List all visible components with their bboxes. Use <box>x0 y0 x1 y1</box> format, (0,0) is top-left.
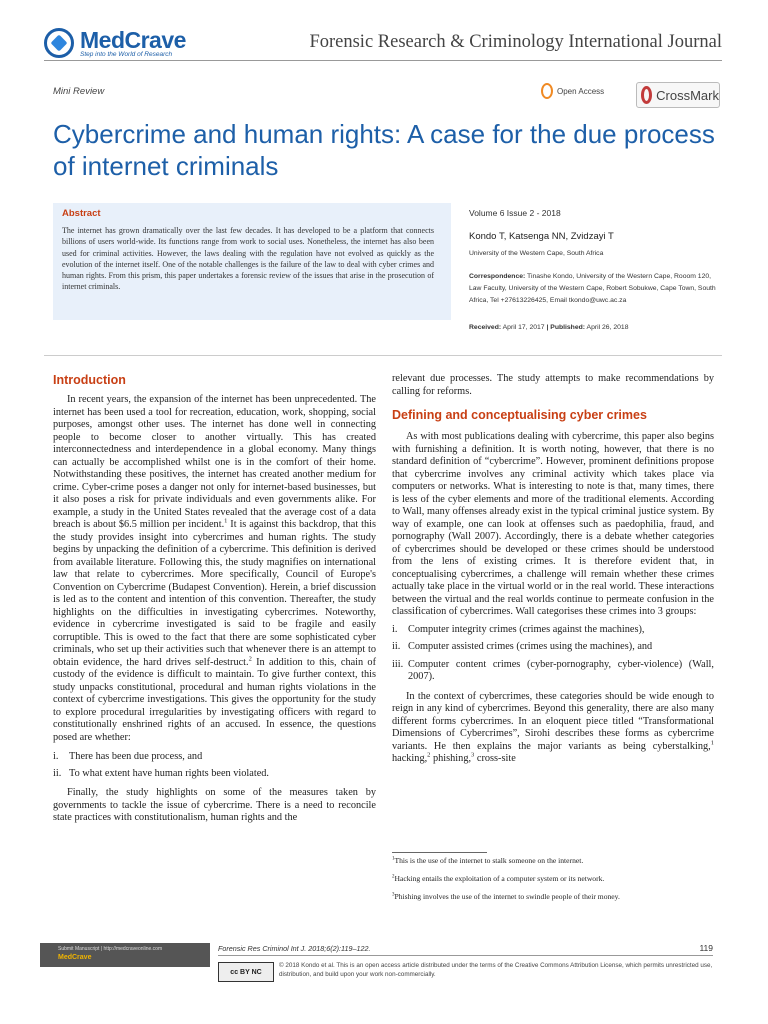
defining-body <box>392 431 714 766</box>
header-divider <box>44 60 722 61</box>
correspondence-label: Correspondence: <box>469 273 526 280</box>
footnote: $^3$Phishing involves the use of the internet to swindle people of their money. <box>392 892 620 901</box>
list-item: ii. To what extent have human rights been violated. <box>53 767 270 779</box>
publisher-logo[interactable] <box>44 28 186 58</box>
crossmark-icon <box>641 86 652 104</box>
volume-issue: Volume 6 Issue 2 - 2018 <box>469 208 561 218</box>
journal-title: Forensic Research & Criminology International Journal <box>309 32 722 52</box>
license-text: © 2018 Kondo et al. This is an open access article distributed under the terms of the Creative Commons Attribution License, which permits unrestricted use, distribution, and build upon your work non-commercially. <box>279 962 713 978</box>
abstract-text: The internet has grown dramatically over the last few decades. It has developed to be a platform that connects billions of users world-wide. Its functions range from work to social uses. Nonetheless, the internet has also been used for criminal activities. However, the laws dealing with the regulation have not evolved as quickly as the evolution of the internet itself. One of the notable challenges is the failure of the law to deal with cyber crimes and human rights. From this prism, this paper undertakes a forensic review of the issues that arise in the prosecution of internet criminals. <box>62 226 434 292</box>
open-access-label: Open Access <box>557 86 605 96</box>
correspondence <box>469 271 724 306</box>
logo-name: MedCrave <box>80 26 186 53</box>
footer-brand: MedCrave <box>58 954 92 961</box>
page-number: 119 <box>699 943 713 953</box>
list-item: iii. Computer content crimes (cyber-pornography, cyber-violence) (Wall, 2007). <box>392 658 714 682</box>
dates-separator: | <box>546 324 549 331</box>
list-item: i. There has been due process, and <box>53 751 203 762</box>
introduction-heading: Introduction <box>53 373 126 387</box>
published-date: April 26, 2018 <box>586 324 629 331</box>
authors: Kondo T, Katsenga NN, Zvidzayi T <box>469 231 614 242</box>
crossmark-label: CrossMark <box>656 87 719 103</box>
correspondence-text: Tinashe Kondo, University of the Western Cape, Rooom 120, Law Faculty, University of the Western Cape, Robert Sobukwe, Cape Town, South Africa, Tel +27613226425, Email tkondo@uwc.ac.za <box>469 273 716 304</box>
submit-manuscript-link[interactable]: Submit Manuscript | http://medcraveonline.com <box>58 946 163 952</box>
citation: Forensic Res Criminol Int J. 2018;6(2):119‒122. <box>218 944 371 953</box>
received-label: Received: <box>469 324 502 331</box>
footer-divider <box>218 955 713 956</box>
intro-paragraph: Finally, the study highlights on some of the measures taken by governments to tackle the issue of cybercrime. There is a need to reconcile state practices with constitutionalism, human rights and the <box>53 787 376 823</box>
footnote: $^1$This is the use of the internet to stalk someone on the internet. <box>392 856 584 865</box>
article-type: Mini Review <box>53 86 105 97</box>
affiliation: University of the Western Cape, South Africa <box>469 250 604 257</box>
crossmark-button[interactable] <box>636 82 720 108</box>
introduction-body <box>53 394 376 825</box>
section-divider <box>44 355 722 356</box>
intro-paragraph: In recent years, the expansion of the internet has been unprecedented. The internet has been used a tool for recreation, education, work, shopping, social purposes, amongst other uses. The internet has done well in connecting people to become closer to another virtually. This has created interconnectedness and interdependence in a global economy. Many things can actually be accomplished whilst one is in the comfort of their home. Notwithstanding these positives, the internet has created another medium for crime. Cyber-crime poses a danger not only for internet-based businesses, but it also poses a risk for private individuals and even governments alike. For example, a study in the United States revealed that the average cost of a data breach is about $6.5 million per incident.$^1$ It is against this backdrop, that this the study provides insight into cybercrimes and human rights. The study begins by unpacking the definition of a cybercrime. This definition is derived from available literature. Following this, the study magnifies on international law that relate to cybercrimes. More specifically, Council of Europe's Convention on Cybercrime (Budapest Convention). Herein, a brief discussion is led as to the content and intention of this convention. Thereafter, the study highlights on the difficulties in investigating cybercrimes. Noteworthy, evidence in cybercrime investigated is said to be fragile and easily corruptible. This is owed to the fact that there are some sophisticated cyber criminals, who set up their activities such that whenever there is an attempt to obtain evidence, the hard drives self-destruct.$^2$ In addition to this, chain of custody of the evidence is difficult to maintain. To give further context, this study unpacks constitutional, procedural and human rights violations in the context of cybercrime investigations. This gives the opportunity for the study to explore procedural irregularities by investigating officers with regard to constitutionally enshrined rights of an accused. In essence, the questions posed are whether: <box>53 394 376 743</box>
dates <box>469 324 629 331</box>
logo-tagline: Step into the World of Research <box>80 50 173 58</box>
medcrave-logo-icon <box>44 28 74 58</box>
published-label: Published: <box>550 324 586 331</box>
defining-paragraph: In the context of cybercrimes, these categories should be wide enough to reign in any kind of cybercrimes. Beyond this generality, there are also many different forms cybercrimes. In an eloquent piece titled “Transformational Dimensions of Cybercrimes”, Sirohi describes these forms as cybercrime variants. He then explains the major variants as being cyberstalking,$^1$ hacking,$^2$ phishing,$^3$ cross-site <box>392 690 714 764</box>
creative-commons-icon[interactable]: cc BY NC <box>218 962 274 982</box>
abstract-heading: Abstract <box>62 208 101 219</box>
defining-paragraph: As with most publications dealing with cybercrime, this paper also begins with furnishing a definition. It is worth noting, however, that there is no standard definition of “cybercrime”. However, prominent definitions propose that cybercrime involves any criminal activity which takes place via computers or networks. What is interesting to note is that, many times, there is less of the cyber elements and more of the traditional elements. According to Wall, many offenses already exist in the typical criminal justice system. By way of example, one can look at offenses such as paedophilia, fraud, and pornography (Wall 2007). Accordingly, there is a debate whether categories of cybercrimes should be developed or these crimes should be understood from the lens of existing crimes. It is therefore evident that, in conceptualising cybercrimes, a challenge will remain whether these crimes actually take place in the virtual world or in the real world. These interactions between the virtual and the real worlds continue to permeate confusion in the classification of cybercrimes. Wall categorises these crimes into 3 groups: <box>392 431 714 617</box>
open-access-icon <box>541 83 553 99</box>
introduction-continuation: relevant due processes. The study attempts to make recommendations by calling for reforms. <box>392 373 714 397</box>
footnote-divider <box>392 852 487 853</box>
open-access-badge[interactable] <box>541 83 604 99</box>
list-item: ii. Computer assisted crimes (crimes using the machines), and <box>392 641 653 652</box>
footnote: $^2$Hacking entails the exploitation of a computer system or its network. <box>392 874 605 883</box>
article-title: Cybercrime and human rights: A case for the due process of internet criminals <box>53 119 715 181</box>
list-item: i. Computer integrity crimes (crimes against the machines), <box>392 623 645 635</box>
defining-heading: Defining and conceptualising cyber crimes <box>392 408 647 422</box>
received-date: April 17, 2017 <box>502 324 545 331</box>
